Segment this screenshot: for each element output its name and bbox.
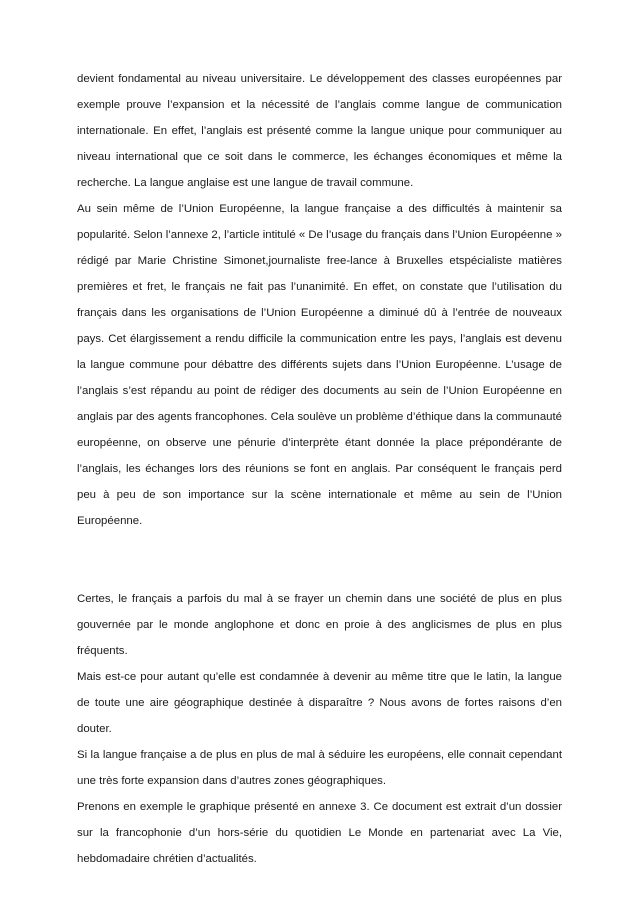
paragraph: Si la langue française a de plus en plus de mal à séduire les européens, elle connait cependant une très forte expansion dans d’autres zones géographiques. [77,749,562,787]
section-gap [77,534,562,586]
paragraph: devient fondamental au niveau universitaire. Le développement des classes européennes par exemple prouve l’expansion et la nécessité de l’anglais comme langue de communication internationale. En effet, l’anglais est présenté comme la langue unique pour communiquer au niveau international que ce soit dans le commerce, les échanges économiques et même la recherche. La langue anglaise est une langue de travail commune. [77,73,562,189]
paragraph: Mais est-ce pour autant qu’elle est condamnée à devenir au même titre que le latin, la langue de toute une aire géographique destinée à disparaître ? Nous avons de fortes raisons d’en douter. [77,671,562,735]
paragraph: Prenons en exemple le graphique présenté en annexe 3. Ce document est extrait d’un dossier sur la francophonie d’un hors-série du quotidien Le Monde en partenariat avec La Vie, hebdomadaire chrétien d’actualités. [77,801,562,865]
document-page [77,66,562,872]
paragraph: Au sein même de l’Union Européenne, la langue française a des difficultés à maintenir sa popularité. Selon l’annexe 2, l’article intitulé « De l’usage du français dans l’Union Européenne » rédigé par Marie Christine Simonet,journaliste free-lance à Bruxelles etspécialiste matières premières et fret, le français ne fait pas l’unanimité. En effet, on constate que l’utilisation du français dans les organisations de l’Union Européenne a diminué dû à l’entrée de nouveaux pays. Cet élargissement a rendu difficile la communication entre les pays, l’anglais est devenu la langue commune pour débattre des différents sujets dans l’Union Européenne. L’usage de l’anglais s’est répandu au point de rédiger des documents au sein de l’Union Européenne en anglais par des agents francophones. Cela soulève un problème d’éthique dans la communauté européenne, on observe une pénurie d’interprète étant donnée la place prépondérante de l’anglais, les échanges lors des réunions se font en anglais. Par conséquent le français perd peu à peu de son importance sur la scène internationale et même au sein de l’Union Européenne. [77,203,562,527]
paragraph: Certes, le français a parfois du mal à se frayer un chemin dans une société de plus en plus gouvernée par le monde anglophone et donc en proie à des anglicismes de plus en plus fréquents. [77,593,562,657]
